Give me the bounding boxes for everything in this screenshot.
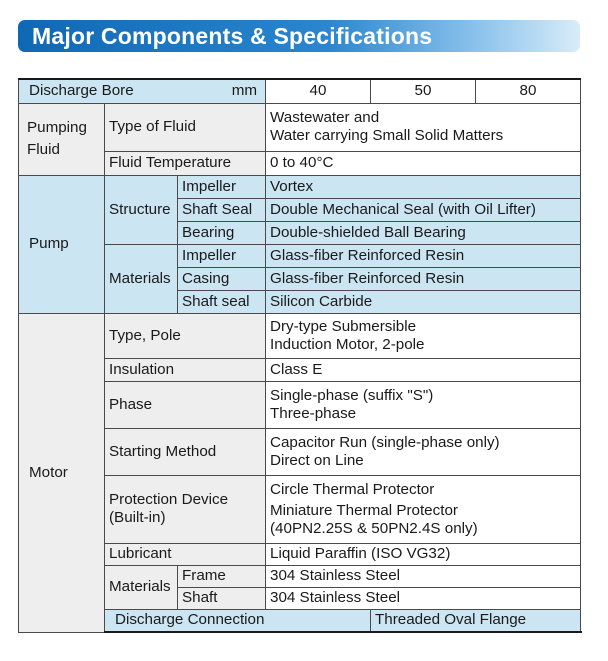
insulation-label: Insulation [105, 358, 266, 381]
protection-device-label [105, 475, 266, 543]
materials-casing-label: Casing [178, 267, 266, 290]
starting-method-label: Starting Method [105, 428, 266, 475]
type-pole-line-2: Induction Motor, 2-pole [270, 335, 425, 353]
pump-materials-label: Materials [105, 244, 178, 313]
structure-bearing-value: Double-shielded Ball Bearing [266, 221, 581, 244]
materials-impeller-value: Glass-fiber Reinforced Resin [266, 244, 581, 267]
type-of-fluid-row [19, 103, 581, 151]
header-row [19, 79, 581, 103]
materials-shaft-seal-value: Silicon Carbide [266, 290, 581, 313]
phase-value [266, 381, 581, 428]
materials-shaft-seal-label: Shaft seal [178, 290, 266, 313]
materials-impeller-label: Impeller [178, 244, 266, 267]
structure-bearing-label: Bearing [178, 221, 266, 244]
bore-50: 50 [371, 79, 476, 103]
pump-structure-impeller-row [19, 175, 581, 198]
materials-shaft-value: 304 Stainless Steel [266, 587, 581, 609]
starting-line-1: Capacitor Run (single-phase only) [270, 433, 500, 451]
pump-group: Pump [19, 175, 105, 313]
structure-impeller-value: Vortex [266, 175, 581, 198]
discharge-bore-label: Discharge Bore [19, 79, 178, 103]
materials-shaft-label: Shaft [178, 587, 266, 609]
starting-method-value [266, 428, 581, 475]
type-pole-line-1: Dry-type Submersible [270, 317, 417, 335]
unit-label: mm [178, 79, 266, 103]
phase-line-2: Three-phase [270, 404, 357, 422]
protection-device-value [266, 475, 581, 543]
structure-shaft-seal-value: Double Mechanical Seal (with Oil Lifter) [266, 198, 581, 221]
protection-label-line-1: Protection Device [109, 491, 229, 508]
structure-impeller-label: Impeller [178, 175, 266, 198]
protection-line-3: (40PN2.25S & 50PN2.4S only) [270, 519, 478, 537]
bore-40: 40 [266, 79, 371, 103]
spec-table [18, 78, 581, 633]
motor-materials-label: Materials [105, 565, 178, 609]
lubricant-value: Liquid Paraffin (ISO VG32) [266, 543, 581, 565]
discharge-connection-value: Threaded Oval Flange [371, 609, 581, 632]
type-pole-label: Type, Pole [105, 313, 266, 358]
protection-label-line-2: (Built-in) [109, 509, 166, 526]
type-of-fluid-line-2: Water carrying Small Solid Matters [270, 127, 504, 144]
insulation-value: Class E [266, 358, 581, 381]
materials-casing-value: Glass-fiber Reinforced Resin [266, 267, 581, 290]
bore-80: 80 [476, 79, 581, 103]
page-title: Major Components & Specifications [32, 23, 433, 49]
materials-frame-value: 304 Stainless Steel [266, 565, 581, 587]
type-of-fluid-line-1: Wastewater and [270, 109, 380, 126]
protection-line-2: Miniature Thermal Protector [270, 501, 458, 519]
starting-line-2: Direct on Line [270, 451, 364, 469]
title-banner [18, 20, 580, 52]
structure-label: Structure [105, 175, 178, 244]
fluid-temperature-value: 0 to 40°C [266, 151, 581, 175]
pumping-fluid-group: Pumping Fluid [19, 103, 105, 175]
lubricant-label: Lubricant [105, 543, 266, 565]
motor-group: Motor [19, 313, 105, 632]
type-of-fluid-label: Type of Fluid [105, 103, 266, 151]
type-pole-value [266, 313, 581, 358]
fluid-temperature-label: Fluid Temperature [105, 151, 266, 175]
phase-label: Phase [105, 381, 266, 428]
materials-frame-label: Frame [178, 565, 266, 587]
motor-type-row [19, 313, 581, 358]
structure-shaft-seal-label: Shaft Seal [178, 198, 266, 221]
discharge-connection-label: Discharge Connection [105, 609, 371, 632]
protection-line-1: Circle Thermal Protector [270, 480, 435, 498]
phase-line-1: Single-phase (suffix "S") [270, 386, 434, 404]
type-of-fluid-value [266, 103, 581, 151]
